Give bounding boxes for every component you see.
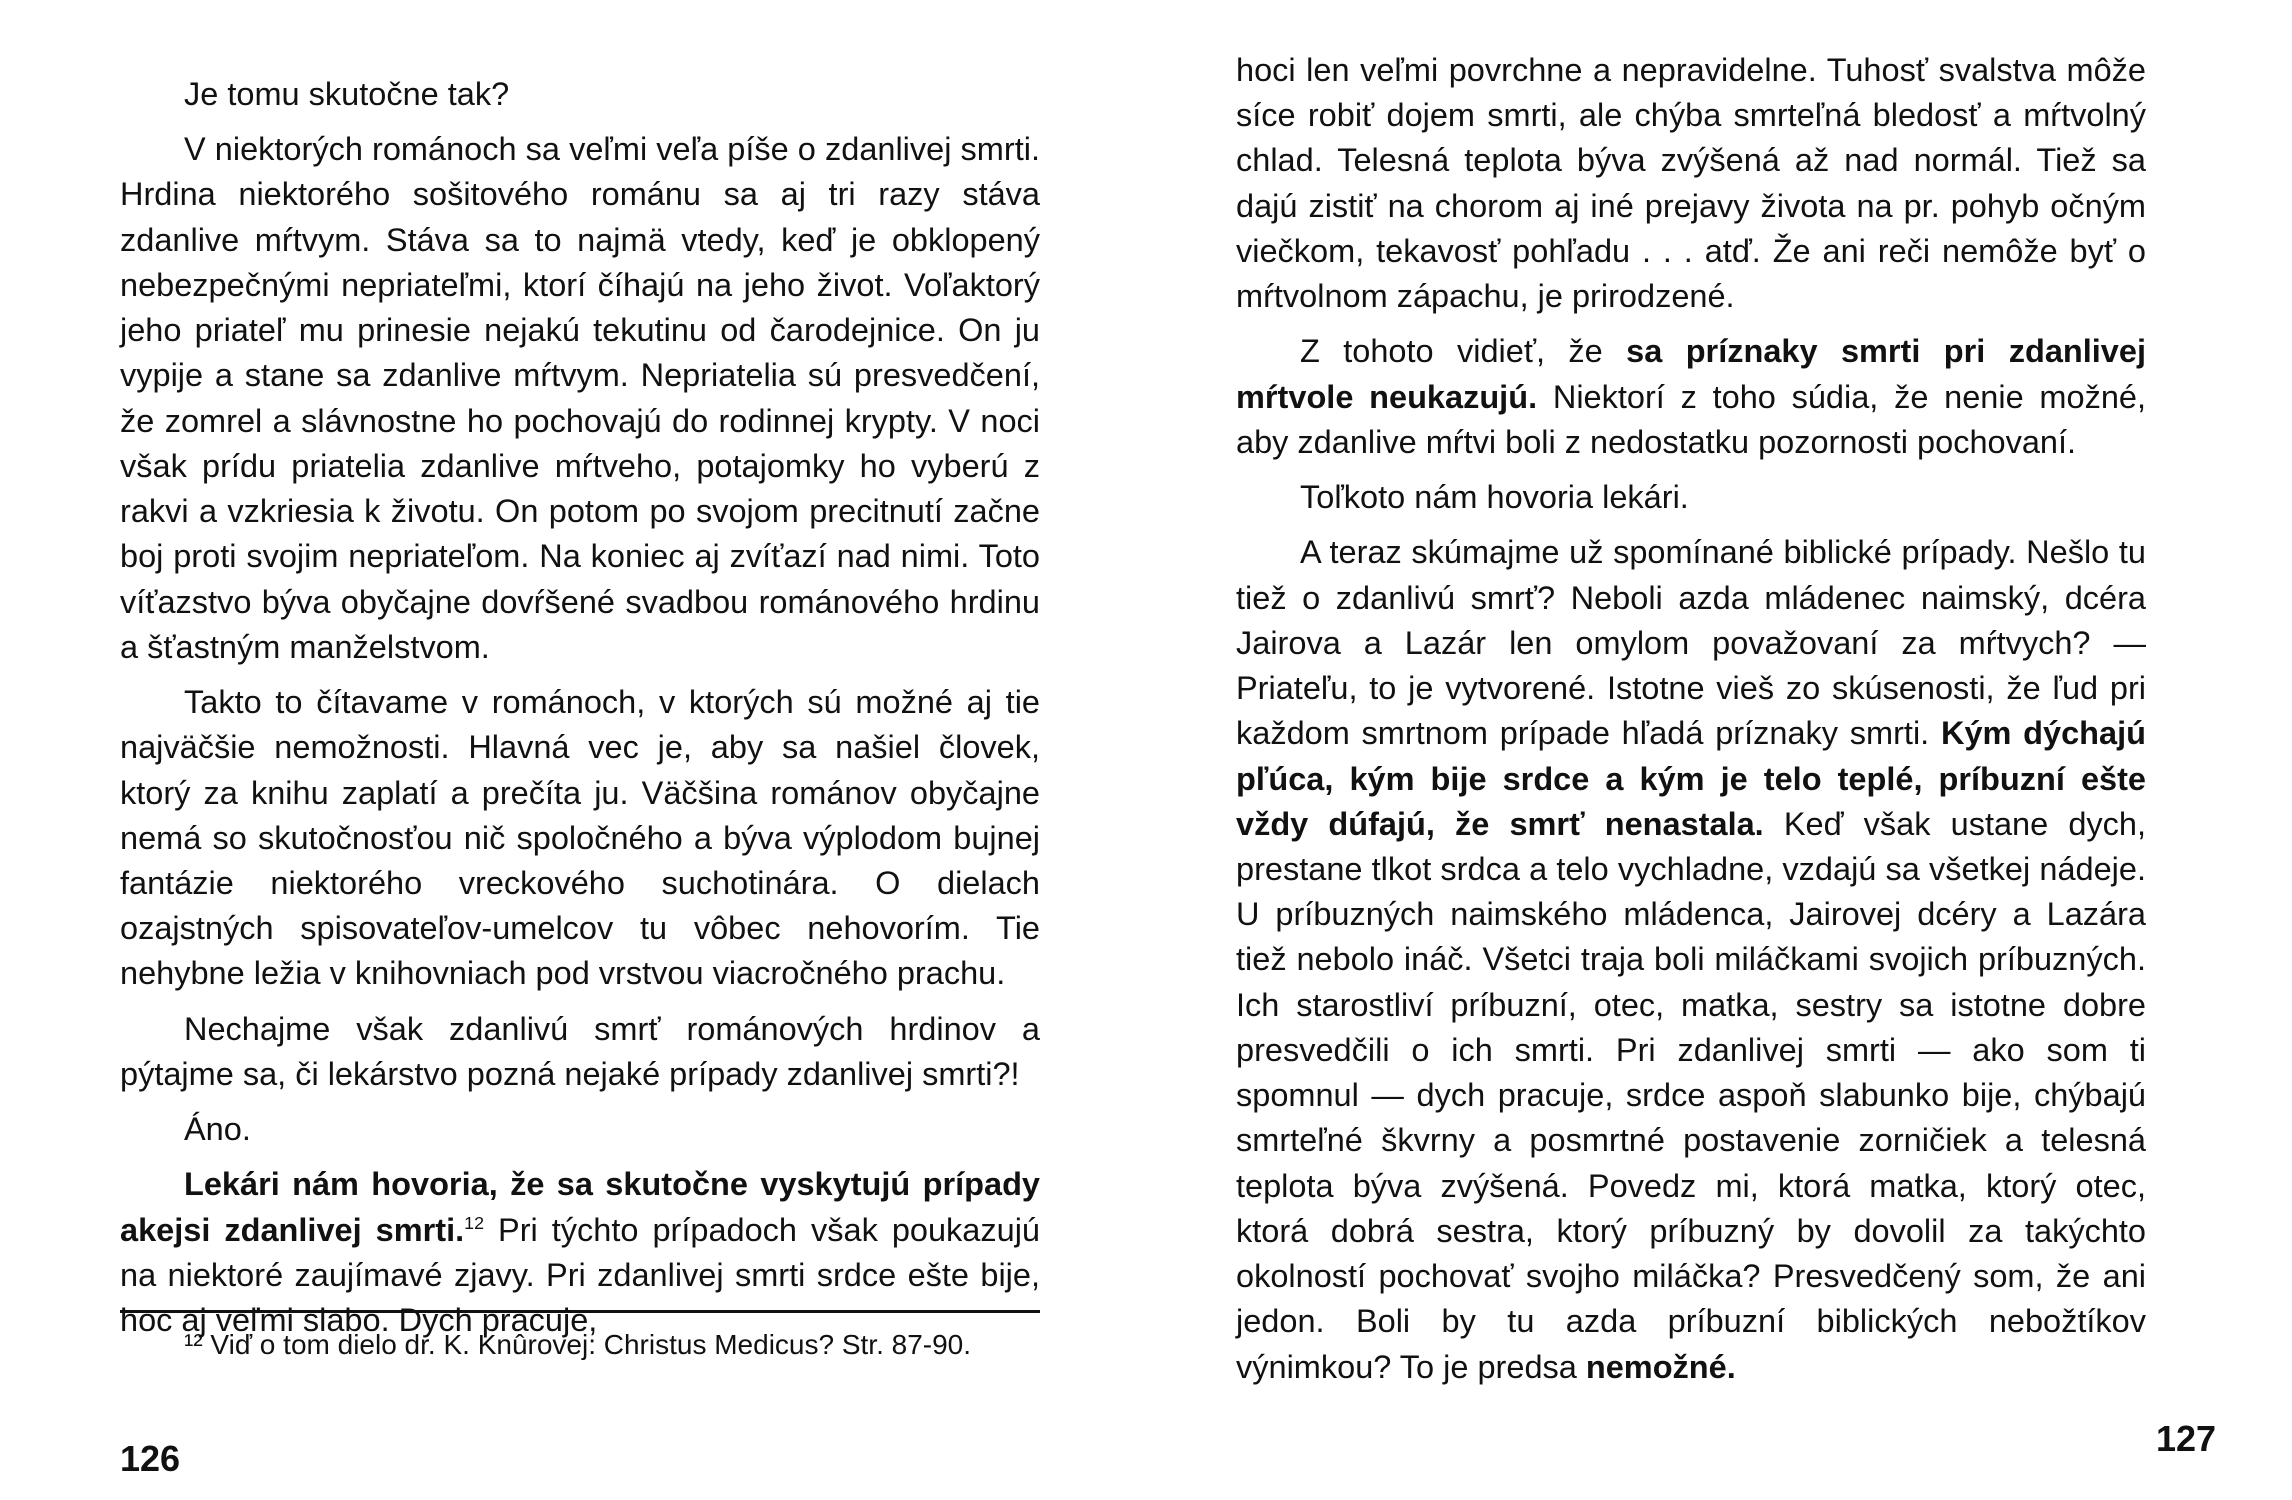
bold-text: nemožné. <box>1585 1348 1736 1385</box>
text-segment: V niektorých románoch sa veľmi veľa píše o zdanlivej smrti. Hrdina niektorého sošitového románu sa aj tri razy stáva zdanlive mŕtvym. Stáva sa to najmä vtedy, keď je obklopený nebezpečnými nepriateľmi, ktorí číhajú na jeho život. Voľaktorý jeho priateľ mu prinesie nejakú tekutinu od čarodejnice. On ju vypije a stane sa zdanlive mŕtvym. Nepriatelia sú presvedčení, že zomrel a slávnostne ho pochovajú do rodinnej krypty. V noci však prídu priatelia zdanlive mŕtveho, potajomky ho vyberú z rakvi a vzkriesia k životu. On potom po svojom precitnutí začne boj proti svojim nepriateľom. Na koniec aj zvíťazí nad nimi. Toto víťazstvo býva obyčajne dovŕšené svadbou románového hrdinu a šťastným manželstvom. <box>120 131 1040 665</box>
page-number-left: 126 <box>120 1438 181 1479</box>
text-segment: Áno. <box>184 1111 251 1148</box>
paragraph <box>1236 48 2146 319</box>
footnote-divider <box>120 1310 1040 1313</box>
text-segment: Pri týchto prípadoch však poukazujú na niektoré zaujímavé zjavy. Pri zdanlivej smrti srdce ešte bije, hoc aj veľmi slabo. Dych pracuje, <box>120 1211 1040 1339</box>
paragraph <box>1236 530 2146 1389</box>
page-number-right: 127 <box>2156 1418 2217 1459</box>
paragraph <box>120 1107 1040 1152</box>
paragraph <box>120 680 1040 997</box>
text-segment: Je tomu skutočne tak? <box>184 76 510 112</box>
footnote-ref: 12 <box>464 1212 485 1233</box>
text-segment: A teraz skúmajme už spomínané biblické prípady. Nešlo tu tiež o zdanlivú smrť? Neboli azda mládenec naimský, dcéra Jairova a Lazár len omylom považovaní za mŕtvych? — Priateľu, to je vytvorené. Istotne vieš zo skúsenosti, že ľud pri každom smrtnom prípade hľadá príznaky smrti. <box>1236 534 2146 752</box>
right-page-text <box>1236 48 2146 1390</box>
paragraph <box>120 72 1040 117</box>
paragraph <box>120 1162 1040 1343</box>
text-segment: Nechajme však zdanlivú smrť románových hrdinov a pýtajme sa, či lekárstvo pozná nejaké prípady zdanlivej smrti?! <box>120 1010 1040 1092</box>
text-segment: Keď však ustane dych, prestane tlkot srdca a telo vychladne, vzdajú sa všetkej nádeje. U príbuzných naimského mládenca, Jairovej dcéry a Lazára tiež nebolo ináč. Všetci traja boli miláčkami svojich príbuzných. Ich starostliví príbuzní, otec, matka, sestry sa istotne dobre presvedčili o ich smrti. Pri zdanlivej smrti — ako som ti spomnul — dych pracuje, srdce aspoň slabunko bije, chýbajú smrteľné škvrny a posmrtné postavenie zorničiek a telesná teplota býva zvýšená. Povedz mi, ktorá matka, ktorý otec, ktorá dobrá sestra, ktorý príbuzný by dovolil za takýchto okolností pochovať svojho miláčka? Presvedčený som, že ani jedon. Boli by tu azda príbuzní biblických nebožtíkov výnimkou? To je predsa <box>1236 805 2147 1385</box>
paragraph <box>1236 475 2146 520</box>
text-segment: Toľkoto nám hovoria lekári. <box>1300 479 1689 516</box>
text-segment: Niektorí z toho súdia, že nenie možné, aby zdanlive mŕtvi boli z nedostatku pozornosti pochovaní. <box>1236 378 2146 460</box>
footnote-text: ¹² Viď o tom dielo dr. K. Knûrovej: Christus Medicus? Str. 87-90. <box>184 1329 972 1360</box>
left-page-text <box>120 72 1040 1343</box>
footnote <box>120 1325 1040 1366</box>
paragraph <box>1236 329 2146 465</box>
bold-text: sa príznaky smrti pri zdanlivej mŕtvole neukazujú. <box>1236 333 2146 415</box>
paragraph <box>120 127 1040 670</box>
bold-text: Kým dýchajú pľúca, kým bije srdce a kým je telo teplé, príbuzní ešte vždy dúfajú, že smrť nenastala. <box>1236 715 2146 842</box>
bold-text: Lekári nám hovoria, že sa skutočne vyskytujú prípady akejsi zdanlivej smrti. <box>120 1166 1040 1248</box>
text-segment: hoci len veľmi povrchne a nepravidelne. Tuhosť svalstva môže síce robiť dojem smrti, ale chýba smrteľná bledosť a mŕtvolný chlad. Telesná teplota býva zvýšená až nad normál. Tiež sa dajú zistiť na chorom aj iné prejavy života na pr. pohyb očným viečkom, tekavosť pohľadu . . . atď. Že ani reči nemôže byť o mŕtvolnom zápachu, je prirodzené. <box>1236 52 2146 315</box>
paragraph <box>120 1007 1040 1097</box>
text-segment: Takto to čítavame v románoch, v ktorých sú možné aj tie najväčšie nemožnosti. Hlavná vec je, aby sa našiel človek, ktorý za knihu zaplatí a prečíta ju. Väčšina románov obyčajne nemá so skutočnosťou nič spoločného a býva výplodom bujnej fantázie niektorého vreckového suchotinára. O dielach ozajstných spisovateľov-umelcov tu vôbec nehovorím. Tie nehybne ležia v knihovniach pod vrstvou viacročného prachu. <box>120 684 1040 992</box>
text-segment: Z tohoto vidieť, že <box>1300 333 1627 370</box>
right-page <box>1146 0 2292 1500</box>
